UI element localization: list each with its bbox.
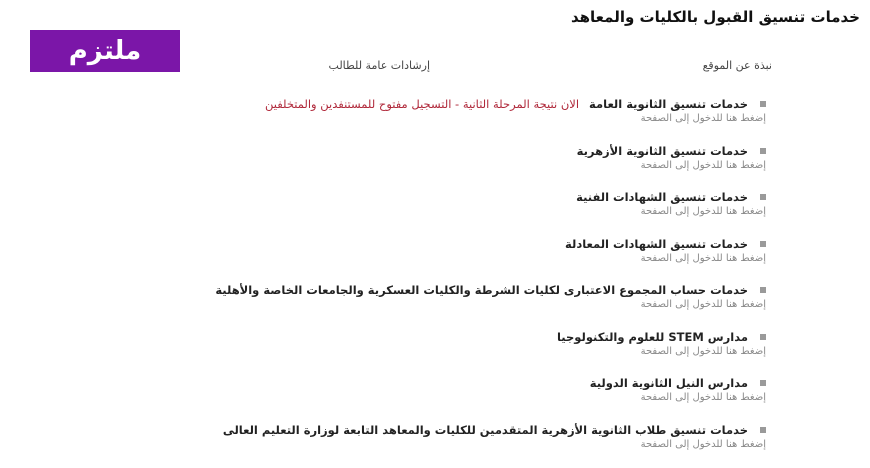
service-enter-link[interactable]: إضغط هنا للدخول إلى الصفحة bbox=[146, 112, 766, 126]
square-bullet-icon bbox=[760, 194, 766, 200]
square-bullet-icon bbox=[760, 427, 766, 433]
service-enter-link[interactable]: إضغط هنا للدخول إلى الصفحة bbox=[146, 391, 766, 405]
square-bullet-icon bbox=[760, 334, 766, 340]
square-bullet-icon bbox=[760, 148, 766, 154]
service-item-aggregate-score bbox=[146, 282, 766, 329]
services-list bbox=[146, 96, 766, 468]
service-item-equivalent-certificates bbox=[146, 236, 766, 283]
page-title: خدمات تنسيق القبول بالكليات والمعاهد bbox=[571, 8, 860, 26]
service-item-general-secondary bbox=[146, 96, 766, 143]
student-guidelines-link[interactable]: إرشادات عامة للطالب bbox=[329, 59, 430, 72]
service-title[interactable]: خدمات تنسيق الشهادات المعادلة bbox=[565, 236, 748, 252]
square-bullet-icon bbox=[760, 287, 766, 293]
service-item-technical-certificates bbox=[146, 189, 766, 236]
service-enter-link[interactable]: إضغط هنا للدخول إلى الصفحة bbox=[146, 345, 766, 359]
square-bullet-icon bbox=[760, 101, 766, 107]
service-announcement: الان نتيجة المرحلة الثانية - التسجيل مفتوح للمستنفدين والمتخلفين bbox=[265, 96, 579, 112]
square-bullet-icon bbox=[760, 241, 766, 247]
service-enter-link[interactable]: إضغط هنا للدخول إلى الصفحة bbox=[146, 252, 766, 266]
service-enter-link[interactable]: إضغط هنا للدخول إلى الصفحة bbox=[146, 205, 766, 219]
service-item-azhar-higher-education bbox=[146, 422, 766, 468]
service-title[interactable]: خدمات تنسيق الثانوية العامة bbox=[589, 96, 748, 112]
square-bullet-icon bbox=[760, 380, 766, 386]
service-title[interactable]: خدمات تنسيق الشهادات الفنية bbox=[576, 189, 748, 205]
service-title[interactable]: خدمات تنسيق طلاب الثانوية الأزهرية المتقدمين للكليات والمعاهد التابعة لوزارة التعليم العالى bbox=[223, 422, 748, 438]
service-item-azhar-secondary bbox=[146, 143, 766, 190]
service-enter-link[interactable]: إضغط هنا للدخول إلى الصفحة bbox=[146, 438, 766, 452]
service-enter-link[interactable]: إضغط هنا للدخول إلى الصفحة bbox=[146, 159, 766, 173]
service-enter-link[interactable]: إضغط هنا للدخول إلى الصفحة bbox=[146, 298, 766, 312]
service-title[interactable]: مدارس STEM للعلوم والتكنولوجيا bbox=[557, 329, 748, 345]
brand-logo: ملتزم bbox=[30, 30, 180, 72]
service-title[interactable]: خدمات تنسيق الثانوية الأزهرية bbox=[577, 143, 748, 159]
service-title[interactable]: مدارس النيل الثانوية الدولية bbox=[590, 375, 748, 391]
service-title[interactable]: خدمات حساب المجموع الاعتبارى لكليات الشرطة والكليات العسكرية والجامعات الخاصة والأهلية bbox=[215, 282, 748, 298]
about-site-link[interactable]: نبذة عن الموقع bbox=[703, 59, 772, 72]
service-item-stem-schools bbox=[146, 329, 766, 376]
service-item-nile-schools bbox=[146, 375, 766, 422]
